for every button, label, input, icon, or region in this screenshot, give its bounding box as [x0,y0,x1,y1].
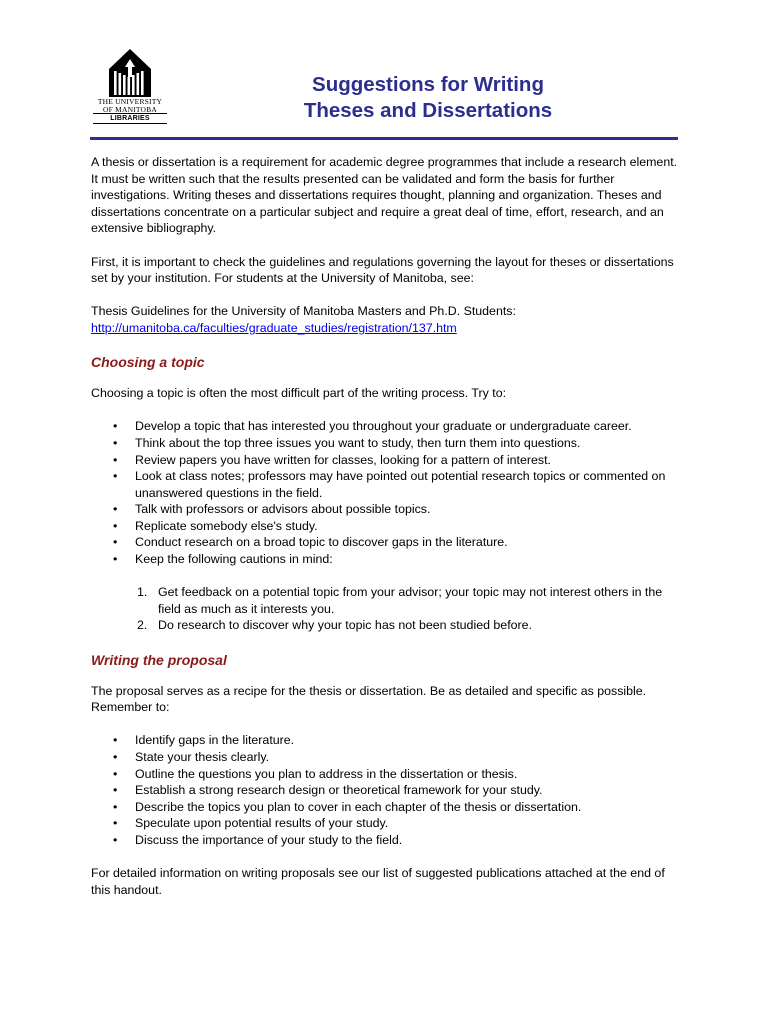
bullet: • [113,435,118,450]
proposal-closing-paragraph: For detailed information on writing proposals see our list of suggested publications attached at the end of this handout. [91,866,665,897]
list-item [91,418,681,435]
list-item [91,617,681,634]
title-line-2: Theses and Dissertations [303,99,553,122]
list-item-text: Look at class notes; professors may have pointed out potential research topics or commented on unanswered questions in the field. [135,469,666,500]
proposal-list [91,732,681,848]
list-item [91,518,681,535]
list-item-text: Establish a strong research design or theoretical framework for your study. [135,783,543,798]
thesis-guidelines-link[interactable]: http://umanitoba.ca/faculties/graduate_studies/registration/137.htm [91,320,457,335]
bullet: • [113,452,118,467]
bullet: • [113,552,118,567]
list-item-text: Speculate upon potential results of your study. [135,816,389,831]
list-item-text: Replicate somebody else's study. [135,518,318,533]
proposal-intro: The proposal serves as a recipe for the thesis or dissertation. Be as detailed and specific as possible. Remember to: [91,683,647,715]
list-item-text: Conduct research on a broad topic to discover gaps in the literature. [135,535,508,550]
page-title [270,72,586,124]
intro-paragraph: A thesis or dissertation is a requirement for academic degree programmes that include a research element. It must be written such that the results presented can be validated and form the basis for further investigations. Writing theses and dissertations requires thought, planning and organization. Theses and dissertations concentrate on a particular subject and require a great deal of time, effort, research, and an extensive bibliography. [91,155,678,236]
thesis-guidelines-label: Thesis Guidelines for the University of Manitoba Masters and Ph.D. Students: [91,304,516,319]
list-item [91,452,681,469]
university-logo [91,47,169,125]
list-item [91,766,681,783]
list-number: 1. [137,585,148,600]
list-item-text: Talk with professors or advisors about possible topics. [135,502,431,517]
bullet: • [113,502,118,517]
list-item [91,732,681,749]
bullet: • [113,799,118,814]
list-item [91,815,681,832]
bullet: • [113,469,118,484]
library-logo-icon [107,47,153,97]
list-item-text: Review papers you have written for classes, looking for a pattern of interest. [135,452,551,467]
bullet: • [113,750,118,764]
writing-proposal-heading: Writing the proposal [91,651,227,668]
title-line-1: Suggestions for Writing [312,73,544,96]
cautions-list [91,584,681,634]
bullet: • [113,733,118,748]
list-item [91,584,681,617]
list-item-text: Develop a topic that has interested you throughout your graduate or undergraduate career. [135,419,632,434]
list-item-text: Keep the following cautions in mind: [135,552,333,567]
thesis-guidelines-paragraph [91,303,681,336]
list-item [91,534,681,551]
bullet: • [113,832,118,847]
logo-line-2: OF MANITOBA [103,105,157,114]
list-item [91,799,681,816]
bullet: • [113,535,118,550]
list-item [91,832,681,849]
logo-divider [93,123,167,124]
logo-line-1: THE UNIVERSITY [97,97,163,106]
title-rule [90,137,678,140]
bullet: • [113,766,118,781]
list-item [91,749,681,766]
logo-line-3: LIBRARIES [110,115,150,122]
list-number: 2. [137,618,148,633]
bullet: • [113,816,118,831]
list-item [91,468,681,501]
document-body [91,154,681,915]
list-item [91,435,681,452]
list-item-text: Think about the top three issues you want to study, then turn them into questions. [135,435,581,450]
list-item-text: Discuss the importance of your study to the field. [135,832,403,847]
choosing-topic-intro: Choosing a topic is often the most difficult part of the writing process. Try to: [91,386,507,401]
list-item [91,551,681,568]
list-item-text: Do research to discover why your topic has not been studied before. [158,618,532,633]
list-item-text: Outline the questions you plan to address in the dissertation or thesis. [135,766,518,781]
list-item-text: Identify gaps in the literature. [135,733,295,748]
choosing-topic-heading: Choosing a topic [91,354,205,371]
list-item [91,782,681,799]
bullet: • [113,783,118,798]
bullet: • [113,419,118,434]
bullet: • [113,518,118,533]
list-item-text: Get feedback on a potential topic from your advisor; your topic may not interest others in the field as much as it interests you. [158,585,663,616]
guidelines-paragraph: First, it is important to check the guidelines and regulations governing the layout for theses or dissertations set by your institution. For students at the University of Manitoba, see: [91,254,674,286]
list-item [91,501,681,518]
choosing-topic-list [91,418,681,567]
list-item-text: Describe the topics you plan to cover in each chapter of the thesis or dissertation. [135,799,582,814]
list-item-text: State your thesis clearly. [135,750,270,764]
logo-divider [93,113,167,114]
